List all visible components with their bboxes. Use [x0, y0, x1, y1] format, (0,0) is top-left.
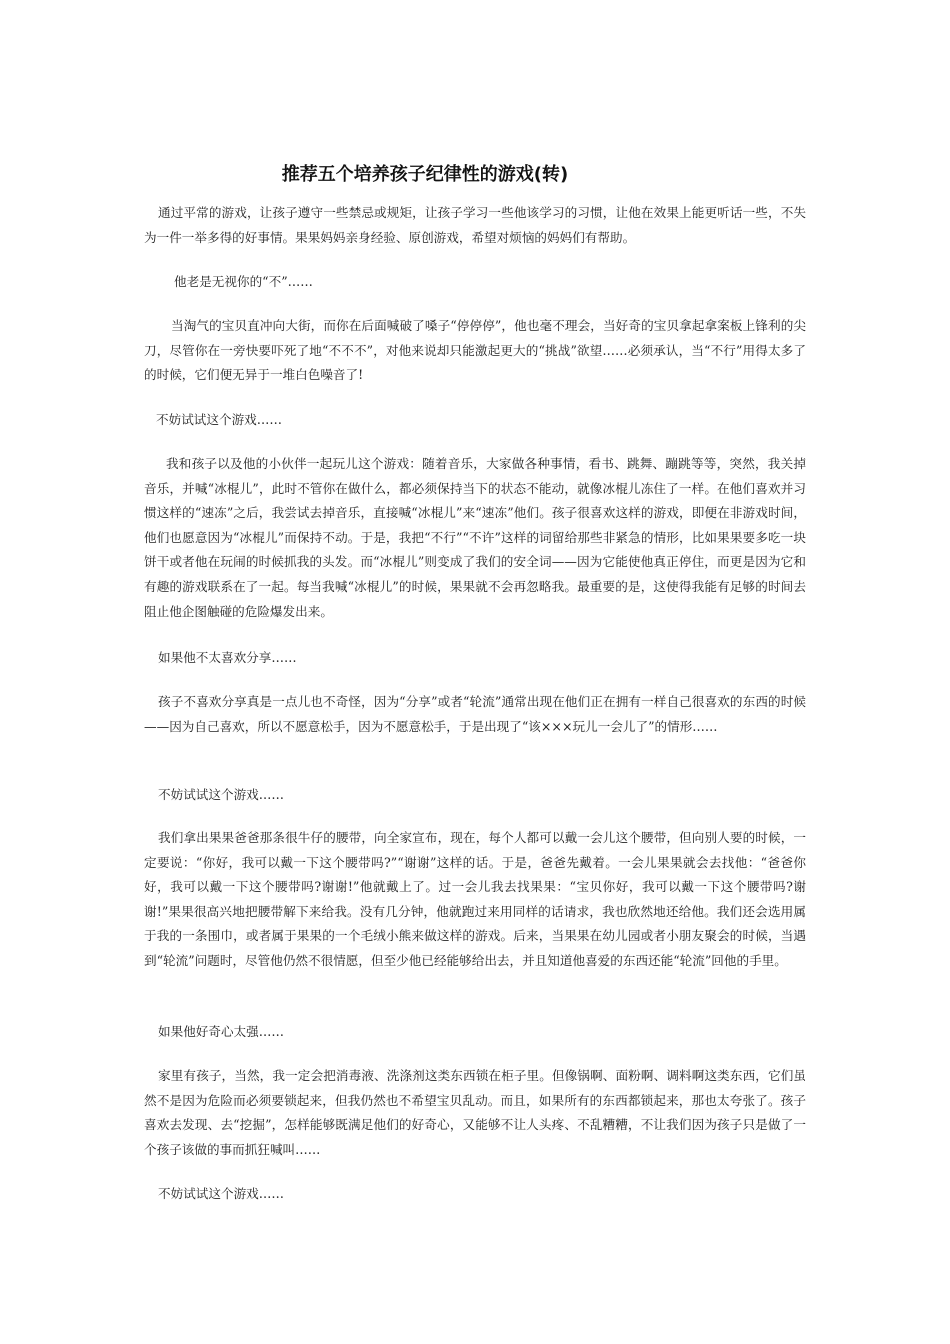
- section3-try-heading: 不妨试试这个游戏……: [158, 1186, 284, 1201]
- section3-heading: 如果他好奇心太强……: [158, 1024, 284, 1039]
- section1-try-heading: 不妨试试这个游戏……: [156, 412, 282, 427]
- section2-heading: 如果他不太喜欢分享……: [158, 650, 297, 665]
- section1-game-paragraph: 我和孩子以及他的小伙伴一起玩儿这个游戏：随着音乐，大家做各种事情，看书、跳舞、蹦跳等等，突然，我关掉音乐，并喊“冰棍儿”，此时不管你在做什么，都必须保持当下的状态不能动，就像冰棍儿冻住了一样。在他们喜欢并习惯这样的“速冻”之后，我尝试去掉音乐，直接喊“冰棍儿”来“速冻”他们。孩子很喜欢这样的游戏，即便在非游戏时间，他们也愿意因为“冰棍儿”而保持不动。于是，我把“不行”“不许”这样的词留给那些非紧急的情形，比如果果要多吃一块饼干或者他在玩闹的时候抓我的头发。而“冰棍儿”则变成了我们的安全词——因为它能使他真正停住，而更是因为它和有趣的游戏联系在了一起。每当我喊“冰棍儿”的时候，果果就不会再忽略我。最重要的是，这使得我能有足够的时间去阻止他企图触碰的危险爆发出来。: [144, 456, 806, 619]
- section2-game-paragraph: 我们拿出果果爸爸那条很牛仔的腰带，向全家宣布，现在，每个人都可以戴一会儿这个腰带，但向别人要的时候，一定要说：“你好，我可以戴一下这个腰带吗?”“谢谢”这样的话。于是，爸爸先戴着。一会儿果果就会去找他：“爸爸你好，我可以戴一下这个腰带吗?谢谢!”他就戴上了。过一会儿我去找果果：“宝贝你好，我可以戴一下这个腰带吗?谢谢!”果果很高兴地把腰带解下来给我。没有几分钟，他就跑过来用同样的话请求，我也欣然地还给他。我们还会选用属于我的一条围巾，或者属于果果的一个毛绒小熊来做这样的游戏。后来，当果果在幼儿园或者小朋友聚会的时候，当遇到“轮流”问题时，尽管他仍然不很情愿，但至少他已经能够给出去，并且知道他喜爱的东西还能“轮流”回他的手里。: [144, 830, 806, 968]
- section2-try-heading: 不妨试试这个游戏……: [158, 787, 284, 802]
- section2-paragraph: 孩子不喜欢分享真是一点儿也不奇怪，因为“分享”或者“轮流”通常出现在他们正在拥有一样自己很喜欢的东西的时候——因为自己喜欢，所以不愿意松手，因为不愿意松手，于是出现了“该×××玩儿一会儿了”的情形……: [144, 694, 806, 734]
- intro-paragraph: 通过平常的游戏，让孩子遵守一些禁忌或规矩，让孩子学习一些他该学习的习惯，让他在效果上能更听话一些，不失为一件一举多得的好事情。果果妈妈亲身经验、原创游戏，希望对烦恼的妈妈们有帮助。: [144, 205, 806, 245]
- section3-paragraph: 家里有孩子，当然，我一定会把消毒液、洗涤剂这类东西锁在柜子里。但像锅啊、面粉啊、调料啊这类东西，它们虽然不是因为危险而必须要锁起来，但我仍然也不希望宝贝乱动。而且，如果所有的东西都锁起来，那也太夸张了。孩子喜欢去发现、去“挖掘”，怎样能够既满足他们的好奇心，又能够不让人头疼、不乱糟糟，不让我们因为孩子只是做了一个孩子该做的事而抓狂喊叫……: [144, 1068, 806, 1157]
- section1-paragraph: 当淘气的宝贝直冲向大街，而你在后面喊破了嗓子“停停停”，他也毫不理会，当好奇的宝贝拿起拿案板上锋利的尖刀，尽管你在一旁快要吓死了地“不不不”，对他来说却只能激起更大的“挑战”欲望……必须承认，当“不行”用得太多了的时候，它们便无异于一堆白色噪音了!: [144, 318, 806, 383]
- section1-heading: 他老是无视你的“不”……: [174, 274, 313, 289]
- document-title: 推荐五个培养孩子纪律性的游戏(转): [281, 164, 569, 185]
